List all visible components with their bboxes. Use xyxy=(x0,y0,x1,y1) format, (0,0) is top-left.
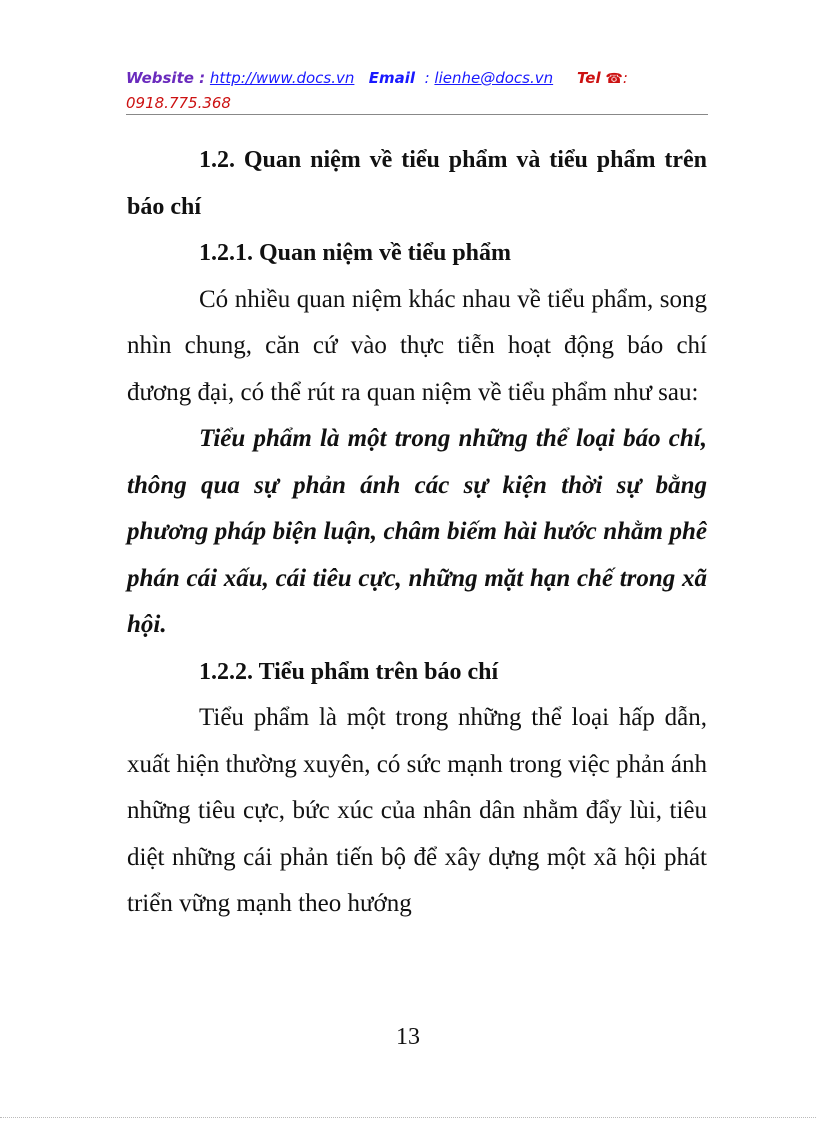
email-link[interactable]: lienhe@docs.vn xyxy=(434,69,554,87)
section-heading-1-2-2: 1.2.2. Tiểu phẩm trên báo chí xyxy=(199,658,499,685)
page-number: 13 xyxy=(396,1024,420,1050)
paragraph-body: Tiểu phẩm là một trong những thể loại hấp dẫn, xuất hiện thường xuyên, có sức mạnh trong việc phản ánh những tiêu cực, bức xúc của nhân dân nhằm đẩy lùi, tiêu diệt những cái phản tiến bộ để xây dựng một xã hội phát triển vững mạnh theo hướng xyxy=(127,704,707,917)
page-header xyxy=(126,66,708,115)
header-divider xyxy=(126,114,708,115)
tel-number: 0918.775.368 xyxy=(126,94,231,112)
tel-separator: : xyxy=(622,69,628,87)
email-label: Email xyxy=(368,69,416,87)
section-heading-1-2: 1.2. Quan niệm về tiểu phẩm và tiểu phẩm trên báo chí xyxy=(127,147,707,220)
paragraph-intro: Có nhiều quan niệm khác nhau về tiểu phẩm, song nhìn chung, căn cứ vào thực tiễn hoạt động báo chí đương đại, có thể rút ra quan niệm về tiểu phẩm như sau: xyxy=(127,285,707,406)
email-separator: : xyxy=(424,69,430,87)
website-link[interactable]: http://www.docs.vn xyxy=(209,69,355,87)
document-body xyxy=(127,137,707,928)
tel-label: Tel xyxy=(576,69,601,87)
page-bottom-border xyxy=(0,1117,816,1118)
telephone-icon: ☎ xyxy=(605,71,623,87)
website-label: Website : xyxy=(126,69,206,87)
section-heading-1-2-1: 1.2.1. Quan niệm về tiểu phẩm xyxy=(199,240,512,266)
definition-paragraph: Tiểu phẩm là một trong những thể loại báo chí, thông qua sự phản ánh các sự kiện thời sự bằng phương pháp biện luận, châm biếm hài hước nhằm phê phán cái xấu, cái tiêu cực, những mặt hạn chế trong xã hội. xyxy=(127,425,707,638)
